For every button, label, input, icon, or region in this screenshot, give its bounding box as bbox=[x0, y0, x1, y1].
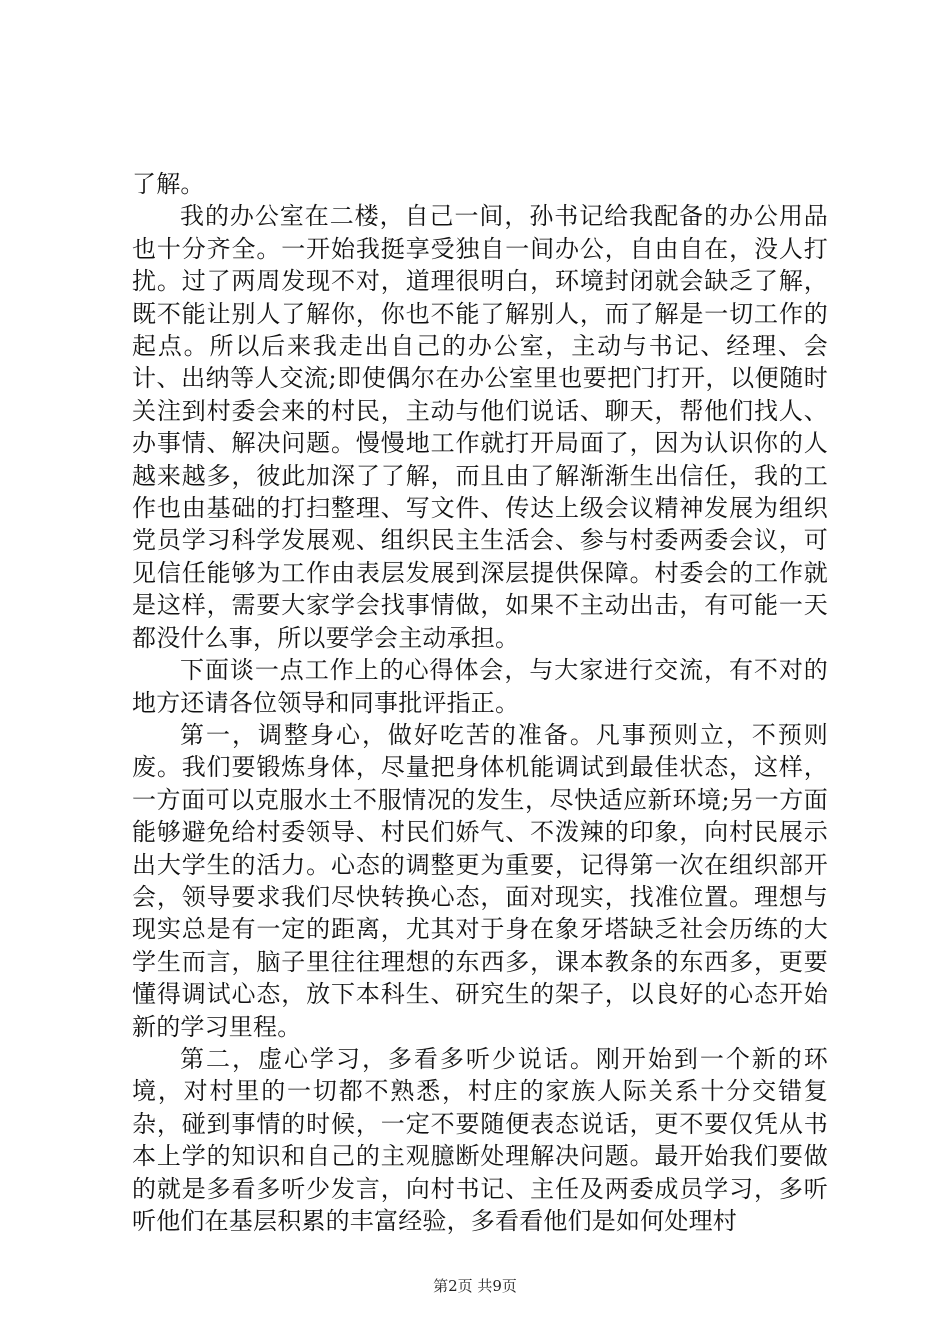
document-body bbox=[132, 168, 828, 1237]
paragraph-first-point: 第一，调整身心，做好吃苦的准备。凡事预则立，不预则废。我们要锻炼身体，尽量把身体机能调试到最佳状态，这样，一方面可以克服水土不服情况的发生，尽快适应新环境;另一方面能够避免给村委领导、村民们娇气、不泼辣的印象，向村民展示出大学生的活力。心态的调整更为重要，记得第一次在组织部开会，领导要求我们尽快转换心态，面对现实，找准位置。理想与现实总是有一定的距离，尤其对于身在象牙塔缺乏社会历练的大学生而言，脑子里往往理想的东西多，课本教条的东西多，更要懂得调试心态，放下本科生、研究生的架子，以良好的心态开始新的学习里程。 bbox=[132, 720, 828, 1041]
paragraph-office: 我的办公室在二楼，自己一间，孙书记给我配备的办公用品也十分齐全。一开始我挺享受独自一间办公，自由自在，没人打扰。过了两周发现不对，道理很明白，环境封闭就会缺乏了解，既不能让别人了解你，你也不能了解别人，而了解是一切工作的起点。所以后来我走出自己的办公室，主动与书记、经理、会计、出纳等人交流;即使偶尔在办公室里也要把门打开，以便随时关注到村委会来的村民，主动与他们说话、聊天，帮他们找人、办事情、解决问题。慢慢地工作就打开局面了，因为认识你的人越来越多，彼此加深了了解，而且由了解渐渐生出信任，我的工作也由基础的打扫整理、写文件、传达上级会议精神发展为组织党员学习科学发展观、组织民主生活会、参与村委两委会议，可见信任能够为工作由表层发展到深层提供保障。村委会的工作就是这样，需要大家学会找事情做，如果不主动出击，有可能一天都没什么事，所以要学会主动承担。 bbox=[132, 202, 828, 652]
paragraph-continuation: 了解。 bbox=[132, 170, 205, 198]
page-footer: 第2页 共9页 bbox=[433, 1277, 517, 1295]
paragraph-intro: 下面谈一点工作上的心得体会，与大家进行交流，有不对的地方还请各位领导和同事批评指正。 bbox=[132, 656, 828, 717]
paragraph-second-point: 第二，虚心学习，多看多听少说话。刚开始到一个新的环境，对村里的一切都不熟悉，村庄的家族人际关系十分交错复杂，碰到事情的时候，一定不要随便表态说话，更不要仅凭从书本上学的知识和自己的主观臆断处理解决问题。最开始我们要做的就是多看多听少发言，向村书记、主任及两委成员学习，多听听他们在基层积累的丰富经验，多看看他们是如何处理村 bbox=[132, 1044, 828, 1235]
